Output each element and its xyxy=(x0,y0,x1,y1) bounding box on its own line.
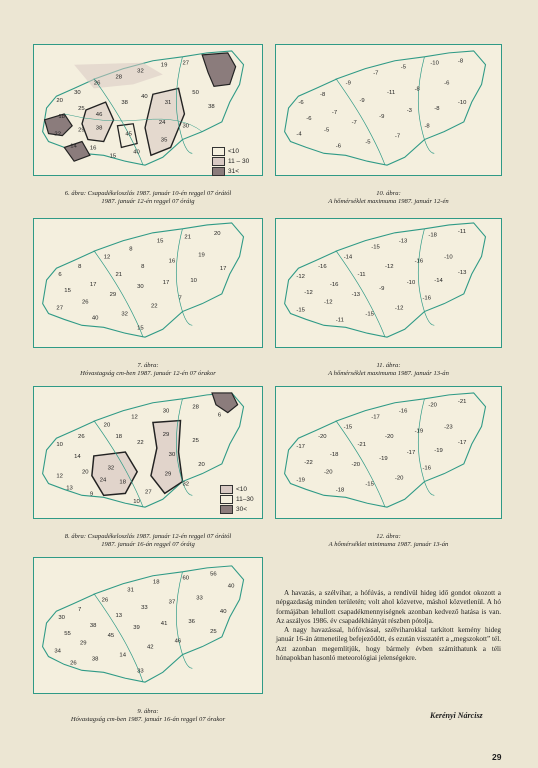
caption-fig11: 11. ábra: A hőmérséklet maximuma 1987. január 13-án xyxy=(328,362,449,377)
svg-text:-20: -20 xyxy=(394,475,404,482)
svg-text:-14: -14 xyxy=(343,254,353,261)
svg-text:40: 40 xyxy=(141,94,148,101)
legend-fig8: <10 11–30 30< xyxy=(220,484,254,514)
svg-text:6: 6 xyxy=(58,272,62,279)
svg-text:14: 14 xyxy=(119,652,127,659)
svg-text:-12: -12 xyxy=(394,305,404,312)
svg-text:-17: -17 xyxy=(457,440,467,447)
svg-text:25: 25 xyxy=(78,106,85,112)
svg-text:-12: -12 xyxy=(385,264,394,271)
country-outline xyxy=(43,223,244,337)
svg-text:50: 50 xyxy=(192,90,199,97)
svg-text:17: 17 xyxy=(219,266,227,273)
svg-text:38: 38 xyxy=(91,656,99,663)
svg-text:-7: -7 xyxy=(373,70,379,77)
svg-text:-7: -7 xyxy=(331,109,338,116)
river xyxy=(336,251,385,338)
country-outline xyxy=(285,51,486,165)
svg-text:-4: -4 xyxy=(296,131,302,138)
svg-text:-16: -16 xyxy=(398,408,408,415)
svg-text:19: 19 xyxy=(160,62,168,69)
svg-text:20: 20 xyxy=(56,98,63,105)
svg-text:15: 15 xyxy=(109,153,117,160)
svg-text:26: 26 xyxy=(93,80,101,87)
svg-text:26: 26 xyxy=(101,597,109,604)
svg-text:-15: -15 xyxy=(296,307,305,314)
map-values xyxy=(296,399,466,494)
svg-text:-13: -13 xyxy=(351,291,361,298)
svg-text:-6: -6 xyxy=(444,80,450,87)
svg-text:13: 13 xyxy=(66,485,73,492)
svg-text:15: 15 xyxy=(137,325,144,332)
shaded-region xyxy=(202,53,235,86)
svg-text:38: 38 xyxy=(89,622,97,629)
legend-swatch xyxy=(212,147,225,156)
svg-text:15: 15 xyxy=(156,238,164,245)
svg-text:-15: -15 xyxy=(371,244,380,251)
svg-text:-13: -13 xyxy=(398,238,408,245)
svg-text:15: 15 xyxy=(64,287,71,294)
svg-text:39: 39 xyxy=(133,624,140,631)
map-values xyxy=(56,231,226,332)
svg-text:36: 36 xyxy=(188,619,195,626)
caption-fig6: 6. ábra: Csapadékeloszlás 1987. január 10-én reggel 07 órától 1987. január 12-én reggel 07 óráig xyxy=(64,190,232,205)
svg-text:55: 55 xyxy=(64,630,71,637)
svg-text:20: 20 xyxy=(198,461,205,468)
svg-text:-20: -20 xyxy=(351,461,361,468)
svg-text:-10: -10 xyxy=(406,279,416,286)
map-values xyxy=(54,572,235,675)
svg-text:29: 29 xyxy=(162,432,170,439)
svg-text:-9: -9 xyxy=(379,285,385,292)
map-svg xyxy=(276,219,501,347)
svg-text:-15: -15 xyxy=(343,424,353,431)
map-values xyxy=(296,229,467,324)
svg-text:40: 40 xyxy=(219,609,227,616)
map-svg xyxy=(34,219,262,347)
caption-fig7: 7. ábra: Hóvastagság cm-ben 1987. január 12-én 07 órakor xyxy=(80,362,216,377)
svg-text:-16: -16 xyxy=(422,465,431,472)
map-svg xyxy=(276,387,501,518)
svg-text:-12: -12 xyxy=(296,274,305,281)
map-svg xyxy=(276,45,501,175)
country-outline xyxy=(285,223,486,337)
svg-text:-18: -18 xyxy=(329,451,339,458)
svg-text:-9: -9 xyxy=(359,98,365,105)
contour xyxy=(82,102,114,141)
svg-text:19: 19 xyxy=(198,252,205,259)
svg-text:27: 27 xyxy=(182,60,190,67)
caption-fig12: 12. ábra: A hőmérséklet minimuma 1987. január 13-án xyxy=(328,533,449,548)
svg-text:32: 32 xyxy=(121,311,128,318)
legend-swatch xyxy=(220,495,233,504)
svg-text:-7: -7 xyxy=(394,133,401,140)
svg-text:-20: -20 xyxy=(428,402,437,409)
svg-text:32: 32 xyxy=(107,465,115,472)
svg-text:-16: -16 xyxy=(318,264,327,271)
svg-text:38: 38 xyxy=(208,104,215,111)
map-values xyxy=(296,59,467,150)
svg-text:46: 46 xyxy=(95,111,103,118)
svg-text:-9: -9 xyxy=(379,113,385,120)
svg-text:-11: -11 xyxy=(387,90,396,97)
svg-text:-19: -19 xyxy=(379,455,388,462)
svg-text:8: 8 xyxy=(141,264,145,271)
legend-fig6: <10 11 – 30 31< xyxy=(212,146,249,176)
svg-text:-6: -6 xyxy=(335,143,342,150)
svg-text:24: 24 xyxy=(99,477,107,484)
svg-text:27: 27 xyxy=(145,489,152,496)
svg-text:-20: -20 xyxy=(323,469,333,476)
svg-text:-14: -14 xyxy=(434,278,443,285)
svg-text:33: 33 xyxy=(137,668,144,675)
svg-text:21: 21 xyxy=(184,234,191,241)
svg-text:30: 30 xyxy=(137,283,144,290)
figure-7-map xyxy=(33,218,263,348)
svg-text:-16: -16 xyxy=(422,295,431,302)
svg-text:29: 29 xyxy=(164,471,172,478)
svg-text:7: 7 xyxy=(178,295,182,302)
svg-text:28: 28 xyxy=(115,74,123,81)
river xyxy=(336,78,385,165)
svg-text:25: 25 xyxy=(210,628,217,635)
svg-text:-17: -17 xyxy=(371,414,380,421)
map-values xyxy=(56,405,222,506)
svg-text:20: 20 xyxy=(213,230,221,237)
svg-text:56: 56 xyxy=(210,571,217,578)
svg-text:33: 33 xyxy=(196,595,203,602)
svg-text:31: 31 xyxy=(164,100,172,107)
svg-text:26: 26 xyxy=(78,434,85,441)
svg-text:-12: -12 xyxy=(324,299,333,306)
author-name: Kerényi Nárcisz xyxy=(430,711,483,720)
svg-text:-11: -11 xyxy=(335,317,344,324)
svg-text:-22: -22 xyxy=(304,459,313,466)
svg-text:40: 40 xyxy=(91,315,99,322)
svg-text:-23: -23 xyxy=(444,424,453,431)
svg-text:27: 27 xyxy=(56,305,63,312)
svg-text:-8: -8 xyxy=(320,92,326,99)
legend-swatch xyxy=(220,505,233,514)
svg-text:-8: -8 xyxy=(457,58,464,65)
svg-text:21: 21 xyxy=(115,272,123,279)
figure-12-map xyxy=(275,386,502,519)
svg-text:-17: -17 xyxy=(296,444,305,451)
svg-text:-9: -9 xyxy=(345,80,351,87)
svg-text:10: 10 xyxy=(190,278,197,285)
svg-text:-5: -5 xyxy=(400,64,407,71)
svg-text:31: 31 xyxy=(127,587,134,594)
svg-text:30: 30 xyxy=(58,615,65,622)
svg-text:-19: -19 xyxy=(414,428,424,435)
svg-text:-11: -11 xyxy=(357,272,366,279)
svg-text:26: 26 xyxy=(82,299,89,306)
shaded-region xyxy=(64,142,90,162)
svg-text:-21: -21 xyxy=(357,442,366,449)
caption-fig9: 9. ábra: Hóvastagság cm-ben 1987. január 16-án reggel 07 órakor xyxy=(70,708,226,723)
svg-text:29: 29 xyxy=(80,640,87,647)
svg-text:-8: -8 xyxy=(434,106,440,112)
svg-text:33: 33 xyxy=(141,605,148,612)
svg-text:38: 38 xyxy=(121,100,128,107)
svg-text:9: 9 xyxy=(89,491,94,498)
svg-text:25: 25 xyxy=(192,438,199,445)
svg-text:-19: -19 xyxy=(296,477,305,484)
caption-fig10: 10. ábra: A hőmérséklet maximuma 1987. január 12-én xyxy=(328,190,449,205)
svg-text:37: 37 xyxy=(168,599,176,606)
svg-text:18: 18 xyxy=(58,113,65,120)
svg-text:13: 13 xyxy=(115,613,123,620)
svg-text:22: 22 xyxy=(54,131,62,138)
svg-text:-10: -10 xyxy=(444,254,453,261)
country-outline xyxy=(285,393,486,507)
svg-text:-16: -16 xyxy=(414,258,424,265)
legend-swatch xyxy=(212,157,225,166)
figure-9-map xyxy=(33,557,263,694)
svg-text:16: 16 xyxy=(168,258,176,265)
svg-text:-20: -20 xyxy=(385,434,394,441)
paragraph: A nagy havazással, hófúvással, szélviharokkal tarkított kemény hideg január 16-án átmenetileg befejeződött, és ezután visszatért a „megszokott” tél. Azt azonban megemlítjük, hogy bármely évben számíthatunk a téli hónapokban hasonló meteorológiai jelenségekre. xyxy=(276,626,501,663)
article-text xyxy=(276,589,501,663)
figure-10-map xyxy=(275,44,502,176)
svg-text:30: 30 xyxy=(162,408,170,415)
svg-text:-21: -21 xyxy=(457,398,467,405)
svg-text:10: 10 xyxy=(56,442,63,449)
figure-11-map xyxy=(275,218,502,348)
svg-text:-3: -3 xyxy=(406,107,412,114)
svg-text:-11: -11 xyxy=(457,228,466,235)
svg-text:12: 12 xyxy=(131,414,138,421)
svg-text:45: 45 xyxy=(107,632,115,639)
svg-text:-20: -20 xyxy=(318,434,327,441)
svg-text:40: 40 xyxy=(133,149,140,156)
svg-text:7: 7 xyxy=(78,607,82,614)
svg-text:26: 26 xyxy=(70,660,77,667)
svg-text:-16: -16 xyxy=(329,281,339,288)
river xyxy=(336,420,385,507)
svg-text:-12: -12 xyxy=(304,289,313,296)
svg-text:-17: -17 xyxy=(406,449,416,456)
svg-text:28: 28 xyxy=(192,404,199,411)
svg-text:-6: -6 xyxy=(298,100,304,107)
svg-text:-5: -5 xyxy=(323,127,330,134)
svg-text:16: 16 xyxy=(89,145,97,152)
svg-text:17: 17 xyxy=(162,279,170,286)
svg-text:42: 42 xyxy=(147,644,154,651)
svg-text:18: 18 xyxy=(119,479,126,486)
svg-text:-7: -7 xyxy=(351,119,357,126)
svg-text:-18: -18 xyxy=(335,487,345,494)
svg-text:18: 18 xyxy=(152,579,160,586)
svg-text:-15: -15 xyxy=(365,481,374,488)
svg-text:14: 14 xyxy=(70,143,77,150)
svg-text:-8: -8 xyxy=(424,123,430,130)
svg-text:32: 32 xyxy=(137,68,144,75)
svg-text:30: 30 xyxy=(182,123,190,130)
svg-text:30: 30 xyxy=(168,451,176,458)
svg-text:29: 29 xyxy=(109,291,117,298)
svg-text:18: 18 xyxy=(115,434,123,441)
svg-text:20: 20 xyxy=(82,469,89,476)
svg-text:-18: -18 xyxy=(428,232,437,239)
svg-text:-6: -6 xyxy=(306,115,312,122)
svg-text:12: 12 xyxy=(103,254,111,261)
svg-text:60: 60 xyxy=(182,575,190,582)
legend-swatch xyxy=(220,485,233,494)
svg-text:10: 10 xyxy=(133,499,140,506)
svg-text:20: 20 xyxy=(103,422,111,429)
svg-text:-10: -10 xyxy=(430,60,439,67)
svg-text:40: 40 xyxy=(227,583,235,590)
svg-text:14: 14 xyxy=(74,453,81,460)
svg-text:29: 29 xyxy=(78,127,85,134)
paragraph: A havazás, a szélvihar, a hófúvás, a rendívül hideg idő gondot okozott a népgazdaság minden területén; volt ahol közvetve, máshol közvetlenül. A hó formájában lehullott csapadékmennyiségnek azonban kedvező hatása is van. Az aszályos 1986. év csapadékhiányát részben pótolja. xyxy=(276,589,501,625)
svg-text:24: 24 xyxy=(158,119,166,126)
svg-text:-13: -13 xyxy=(457,270,467,277)
svg-text:8: 8 xyxy=(78,264,82,271)
svg-text:-5: -5 xyxy=(365,139,371,146)
shaded-region xyxy=(212,393,238,413)
svg-text:-10: -10 xyxy=(457,100,467,107)
svg-text:17: 17 xyxy=(89,281,97,288)
svg-text:12: 12 xyxy=(56,473,63,480)
legend-swatch xyxy=(212,167,225,176)
svg-text:45: 45 xyxy=(125,131,132,138)
svg-text:-19: -19 xyxy=(434,448,443,455)
svg-text:-15: -15 xyxy=(365,311,374,318)
svg-text:32: 32 xyxy=(182,481,190,488)
svg-text:22: 22 xyxy=(150,303,158,310)
svg-text:8: 8 xyxy=(129,246,133,253)
svg-text:22: 22 xyxy=(137,440,144,447)
svg-text:-8: -8 xyxy=(414,86,420,93)
svg-text:6: 6 xyxy=(217,412,222,419)
svg-text:38: 38 xyxy=(95,125,103,132)
page-number: 29 xyxy=(492,752,502,762)
caption-fig8: 8. ábra: Csapadékeloszlás 1987. január 12-én reggel 07 órától 1987. január 16-án reggel 07 óráig xyxy=(64,533,232,548)
contour xyxy=(89,452,137,498)
svg-text:41: 41 xyxy=(160,621,168,628)
svg-text:35: 35 xyxy=(160,137,168,144)
svg-text:34: 34 xyxy=(54,648,61,655)
map-svg xyxy=(34,558,262,693)
svg-text:46: 46 xyxy=(174,638,182,645)
svg-text:30: 30 xyxy=(74,90,81,97)
